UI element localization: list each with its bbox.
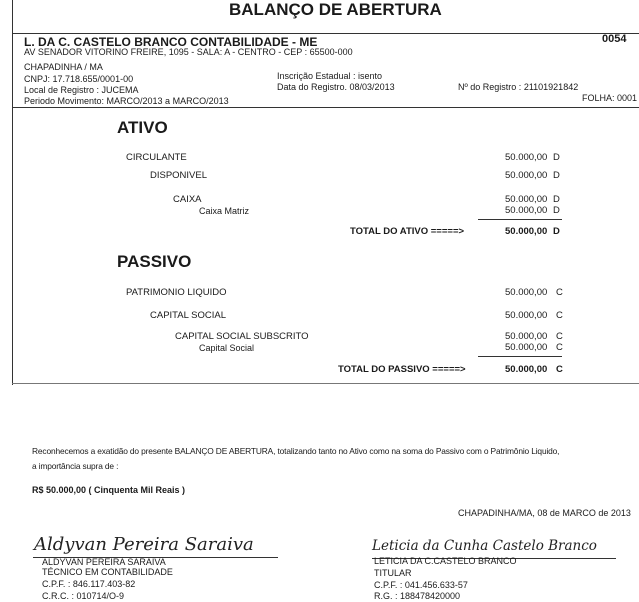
cnpj: CNPJ: 17.718.655/0001-00 [24, 74, 134, 84]
signer-crc: C.R.C. : 010714/O-9 [42, 591, 125, 601]
registration-date: Data do Registro. 08/03/2013 [277, 82, 395, 92]
row-dc: D [553, 194, 560, 205]
document-title: BALANÇO DE ABERTURA [229, 0, 442, 19]
row-value: 50.000,00 [505, 170, 548, 181]
registration-number: Nº do Registro : 21101921842 [458, 82, 579, 92]
signer-name: LETICIA DA C.CASTELO BRANCO [374, 556, 517, 566]
row-value: 50.000,00 [505, 342, 548, 353]
row-label: DISPONIVEL [150, 170, 208, 181]
row-dc: C [556, 310, 563, 321]
row-label: Caixa Matriz [199, 206, 250, 216]
city: CHAPADINHA / MA [24, 62, 103, 72]
signer-cpf: C.P.F. : 041.456.633-57 [374, 580, 468, 590]
row-label: CIRCULANTE [126, 152, 187, 163]
signature-image: Aldyvan Pereira Saraiva [34, 534, 254, 555]
place-date: CHAPADINHA/MA, 08 de MARCO de 2013 [458, 508, 631, 518]
subtotal-line [478, 356, 562, 357]
amount-in-words: R$ 50.000,00 ( Cinquenta Mil Reais ) [32, 485, 186, 495]
total-passivo-label: TOTAL DO PASSIVO =====> [338, 364, 466, 375]
row-dc: D [553, 152, 560, 163]
row-dc: C [556, 342, 563, 353]
row-value: 50.000,00 [505, 194, 548, 205]
row-label: CAPITAL SOCIAL SUBSCRITO [175, 331, 309, 342]
row-dc: D [553, 170, 560, 181]
signer-name: ALDYVAN PEREIRA SARAIVA [42, 557, 166, 567]
page-number: 0054 [602, 33, 627, 45]
row-dc: D [553, 205, 560, 216]
row-value: 50.000,00 [505, 205, 548, 216]
body-bottom-line [12, 383, 639, 384]
total-ativo-dc: D [553, 226, 560, 237]
statement-line: Reconhecemos a exatidão do presente BALANÇO DE ABERTURA, totalizando tanto no Ativo como na soma do Passivo com o Patrimônio Liquido, [32, 446, 560, 456]
sheet-number: FOLHA: 0001 [582, 93, 638, 103]
total-passivo-value: 50.000,00 [505, 364, 548, 375]
signature-image: Leticia da Cunha Castelo Branco [372, 538, 597, 554]
row-label: Capital Social [199, 343, 255, 353]
row-label: CAIXA [173, 194, 202, 205]
total-passivo-dc: C [556, 364, 563, 375]
total-ativo-label: TOTAL DO ATIVO =====> [350, 226, 465, 237]
total-ativo-value: 50.000,00 [505, 226, 548, 237]
period: Periodo Movimento: MARCO/2013 a MARCO/2013 [24, 96, 229, 106]
signer-cpf: C.P.F. : 846.117.403-82 [42, 579, 136, 589]
left-border [12, 0, 13, 385]
row-label: CAPITAL SOCIAL [150, 310, 227, 321]
row-value: 50.000,00 [505, 287, 548, 298]
state-registration: Inscrição Estadual : isento [277, 71, 383, 81]
address: AV SENADOR VITORINO FREIRE, 1095 - SALA: A - CENTRO - CEP : 65500-000 [24, 47, 353, 57]
header-top-line [12, 33, 639, 34]
registry-location: Local de Registro : JUCEMA [24, 85, 139, 95]
company-name: L. DA C. CASTELO BRANCO CONTABILIDADE - ME [24, 35, 318, 49]
subtotal-line [478, 219, 562, 220]
row-value: 50.000,00 [505, 310, 548, 321]
row-value: 50.000,00 [505, 152, 548, 163]
ativo-heading: ATIVO [117, 118, 168, 137]
passivo-heading: PASSIVO [117, 252, 192, 271]
row-label: PATRIMONIO LIQUIDO [126, 287, 227, 298]
row-dc: C [556, 287, 563, 298]
signer-rg: R.G. : 188478420000 [374, 591, 461, 601]
row-value: 50.000,00 [505, 331, 548, 342]
row-dc: C [556, 331, 563, 342]
header-bottom-line [12, 107, 639, 108]
signer-role: TITULAR [374, 568, 412, 578]
statement-line: a importância supra de : [32, 461, 119, 471]
signer-role: TÉCNICO EM CONTABILIDADE [42, 567, 173, 577]
